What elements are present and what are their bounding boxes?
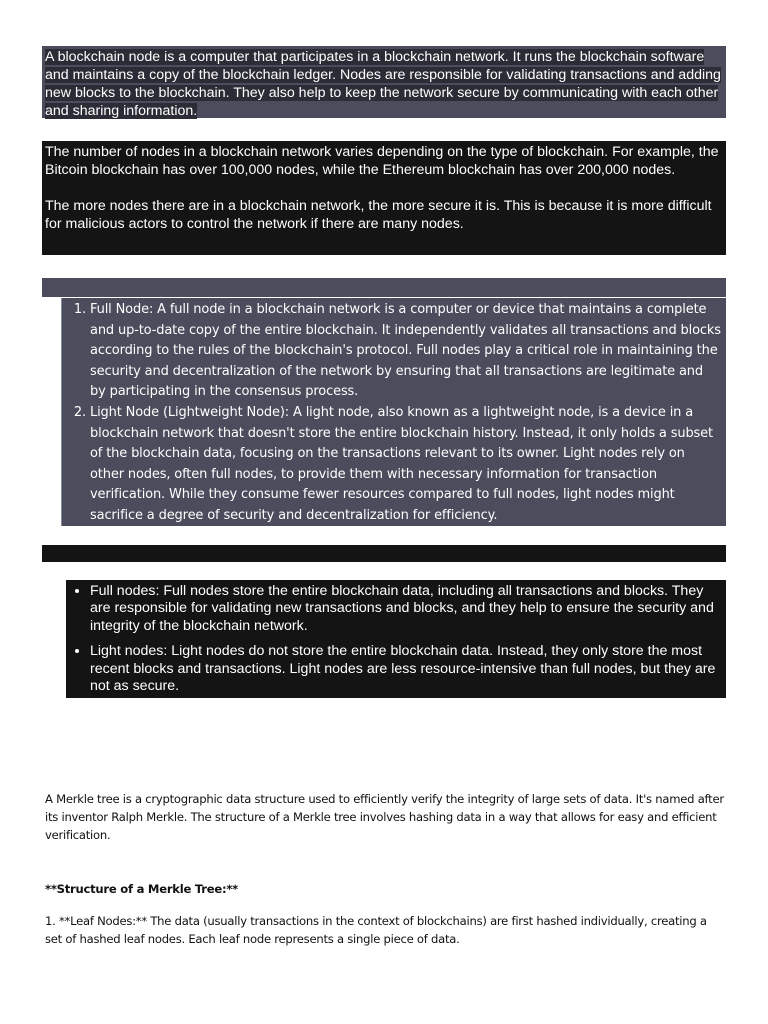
bullet-item-light-nodes: • Light nodes: Light nodes do not store the entire blockchain data. Instead, they only store the most recent blocks and transactions. Light nodes are less resource-intensive than full nodes, but they are not as secure.: [90, 643, 722, 695]
merkle-intro-paragraph: A Merkle tree is a cryptographic data structure used to efficiently verify the integrity of large sets of data. It's named after its inventor Ralph Merkle. The structure of a Merkle tree involves hashing data in a way that allows for easy and efficient verification.: [45, 792, 724, 842]
node-types-bullet-header-bar: [42, 545, 726, 562]
node-intro-paragraph: A blockchain node is a computer that participates in a blockchain network. It runs the blockchain software and maintains a copy of the blockchain ledger. Nodes are responsible for validating transactions and adding new blocks to the blockchain. They also help to keep the network secure by communicating with each other and sharing information.: [45, 49, 721, 119]
merkle-tree-section: [45, 790, 725, 948]
node-intro-block: [42, 46, 726, 118]
node-types-header-bar: [42, 278, 726, 297]
node-types-numbered-list: [62, 300, 722, 527]
bullet-item-full-nodes: • Full nodes: Full nodes store the entire blockchain data, including all transactions and blocks. They are responsible for validating new transactions and blocks, and they help to ensure the security and integrity of the blockchain network.: [90, 583, 722, 635]
merkle-structure-heading: **Structure of a Merkle Tree:**: [45, 882, 238, 896]
list-item-full-node: 1. Full Node: A full node in a blockchain network is a computer or device that maintains a complete and up-to-date copy of the entire blockchain. It independently validates all transactions and blocks according to the rules of the blockchain's protocol. Full nodes play a critical role in maintaining the security and decentralization of the network by ensuring that all transactions are legitimate and by participating in the consensus process.: [90, 300, 722, 403]
node-types-bullet-list: [66, 583, 722, 695]
node-types-numbered-block: [61, 298, 726, 526]
node-count-paragraph: The number of nodes in a blockchain network varies depending on the type of blockchain. For example, the Bitcoin blockchain has over 100,000 nodes, while the Ethereum blockchain has over 200,000 nodes.: [45, 144, 719, 178]
list-item-light-node: 2. Light Node (Lightweight Node): A light node, also known as a lightweight node, is a device in a blockchain network that doesn't store the entire blockchain history. Instead, it only holds a subset of the blockchain data, focusing on the transactions relevant to its owner. Light nodes rely on other nodes, often full nodes, to provide them with necessary information for transaction verification. While they consume fewer resources compared to full nodes, light nodes might sacrifice a degree of security and decentralization for efficiency.: [90, 403, 722, 527]
node-security-paragraph: The more nodes there are in a blockchain network, the more secure it is. This is because it is more difficult for malicious actors to control the network if there are many nodes.: [45, 198, 712, 232]
node-types-bullet-block: [66, 580, 726, 698]
node-count-block: [42, 141, 726, 255]
merkle-leaf-nodes-paragraph: 1. **Leaf Nodes:** The data (usually transactions in the context of blockchains) are first hashed individually, creating a set of hashed leaf nodes. Each leaf node represents a single piece of data.: [45, 914, 707, 946]
